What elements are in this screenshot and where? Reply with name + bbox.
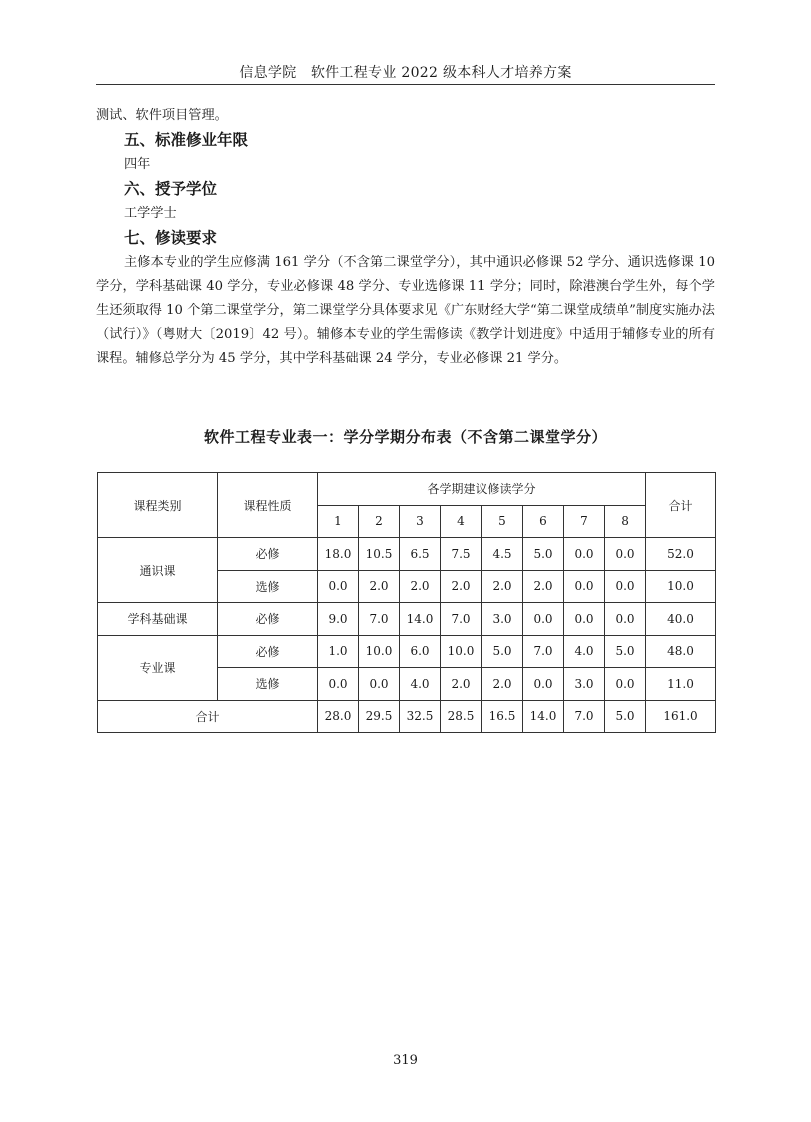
degree-text: 工学学士 — [124, 206, 177, 221]
row-total-cell: 40.0 — [646, 603, 716, 636]
table-header-row — [98, 473, 716, 506]
table-cell: 4.5 — [482, 538, 523, 571]
table-cell: 7.0 — [359, 603, 400, 636]
nature-required: 必修 — [218, 538, 318, 571]
category-basic: 学科基础课 — [98, 603, 218, 636]
table-cell: 0.0 — [523, 668, 564, 701]
semester-cell: 5 — [482, 505, 523, 538]
header-nature: 课程性质 — [218, 473, 318, 538]
credit-distribution-table — [97, 472, 716, 733]
section-heading-duration: 五、标准修业年限 — [124, 131, 249, 149]
table-cell: 2.0 — [441, 570, 482, 603]
table-cell: 0.0 — [564, 570, 605, 603]
table-cell: 10.0 — [359, 635, 400, 668]
semester-cell: 7 — [564, 505, 605, 538]
table-cell: 4.0 — [564, 635, 605, 668]
table-cell: 14.0 — [523, 700, 564, 733]
page-number: 319 — [393, 1053, 418, 1068]
row-total-cell: 48.0 — [646, 635, 716, 668]
category-major: 专业课 — [98, 635, 218, 700]
table-cell: 2.0 — [400, 570, 441, 603]
table-cell: 2.0 — [482, 570, 523, 603]
table-cell: 1.0 — [318, 635, 359, 668]
table-cell: 5.0 — [605, 635, 646, 668]
table-cell: 5.0 — [523, 538, 564, 571]
table-cell: 0.0 — [318, 668, 359, 701]
table-cell: 9.0 — [318, 603, 359, 636]
row-total-cell: 52.0 — [646, 538, 716, 571]
table-total-row — [98, 700, 716, 733]
nature-required: 必修 — [218, 603, 318, 636]
nature-elective: 选修 — [218, 570, 318, 603]
header-semesters: 各学期建议修读学分 — [318, 473, 646, 506]
table-cell: 5.0 — [482, 635, 523, 668]
table-cell: 32.5 — [400, 700, 441, 733]
continued-line: 测试、软件项目管理。 — [96, 108, 228, 123]
table-cell: 0.0 — [564, 538, 605, 571]
table-cell: 3.0 — [564, 668, 605, 701]
category-general: 通识课 — [98, 538, 218, 603]
table-cell: 0.0 — [318, 570, 359, 603]
table-cell: 0.0 — [605, 668, 646, 701]
body-text — [96, 104, 715, 371]
semester-cell: 2 — [359, 505, 400, 538]
table-cell: 2.0 — [359, 570, 400, 603]
table-cell: 3.0 — [482, 603, 523, 636]
semester-cell: 3 — [400, 505, 441, 538]
table-cell: 0.0 — [523, 603, 564, 636]
table-cell: 28.0 — [318, 700, 359, 733]
nature-elective: 选修 — [218, 668, 318, 701]
table-cell: 0.0 — [605, 603, 646, 636]
table-row — [98, 635, 716, 668]
table-cell: 0.0 — [359, 668, 400, 701]
duration-text: 四年 — [124, 157, 151, 172]
table-cell: 16.5 — [482, 700, 523, 733]
table-cell: 4.0 — [400, 668, 441, 701]
semester-cell: 6 — [523, 505, 564, 538]
requirements-paragraph: 主修本专业的学生应修满 161 学分（不含第二课堂学分），其中通识必修课 52 学分、通识选修课 10 学分，学科基础课 40 学分，专业必修课 48 学分、专业选修课 11 学分；同时，除港澳台学生外，每个学生还须取得 10 个第二课堂学分，第二课堂学分具体要求见《广东财经大学“第二课堂成绩单”制度实施办法（试行）》（粤财大〔2019〕42 号）。辅修本专业的学生需修读《教学计划进度》中适用于辅修专业的所有课程。辅修总学分为 45 学分，其中学科基础课 24 学分，专业必修课 21 学分。 — [96, 255, 715, 366]
table-title: 软件工程专业表一：学分学期分布表（不含第二课堂学分） — [203, 428, 607, 446]
table-row — [98, 538, 716, 571]
section-heading-requirements: 七、修读要求 — [124, 229, 218, 247]
table-cell: 5.0 — [605, 700, 646, 733]
table-cell: 10.5 — [359, 538, 400, 571]
grand-total-cell: 161.0 — [646, 700, 716, 733]
table-cell: 2.0 — [523, 570, 564, 603]
page-header: 信息学院 软件工程专业 2022 级本科人才培养方案 — [239, 65, 572, 81]
table-cell: 18.0 — [318, 538, 359, 571]
table-cell: 29.5 — [359, 700, 400, 733]
header-rule — [96, 84, 715, 85]
row-total-cell: 11.0 — [646, 668, 716, 701]
table-row — [98, 603, 716, 636]
semester-cell: 4 — [441, 505, 482, 538]
table-cell: 28.5 — [441, 700, 482, 733]
header-total: 合计 — [646, 473, 716, 538]
table-cell: 10.0 — [441, 635, 482, 668]
nature-required: 必修 — [218, 635, 318, 668]
table-cell: 0.0 — [605, 538, 646, 571]
table-cell: 0.0 — [564, 603, 605, 636]
semester-cell: 1 — [318, 505, 359, 538]
header-category: 课程类别 — [98, 473, 218, 538]
table-cell: 14.0 — [400, 603, 441, 636]
table-cell: 6.0 — [400, 635, 441, 668]
table-cell: 0.0 — [605, 570, 646, 603]
section-heading-degree: 六、授予学位 — [124, 180, 218, 198]
table-cell: 2.0 — [441, 668, 482, 701]
table-cell: 6.5 — [400, 538, 441, 571]
table-cell: 2.0 — [482, 668, 523, 701]
row-total-cell: 10.0 — [646, 570, 716, 603]
table-cell: 7.0 — [441, 603, 482, 636]
table-cell: 7.0 — [564, 700, 605, 733]
semester-cell: 8 — [605, 505, 646, 538]
table-cell: 7.0 — [523, 635, 564, 668]
total-label: 合计 — [98, 700, 318, 733]
table-cell: 7.5 — [441, 538, 482, 571]
